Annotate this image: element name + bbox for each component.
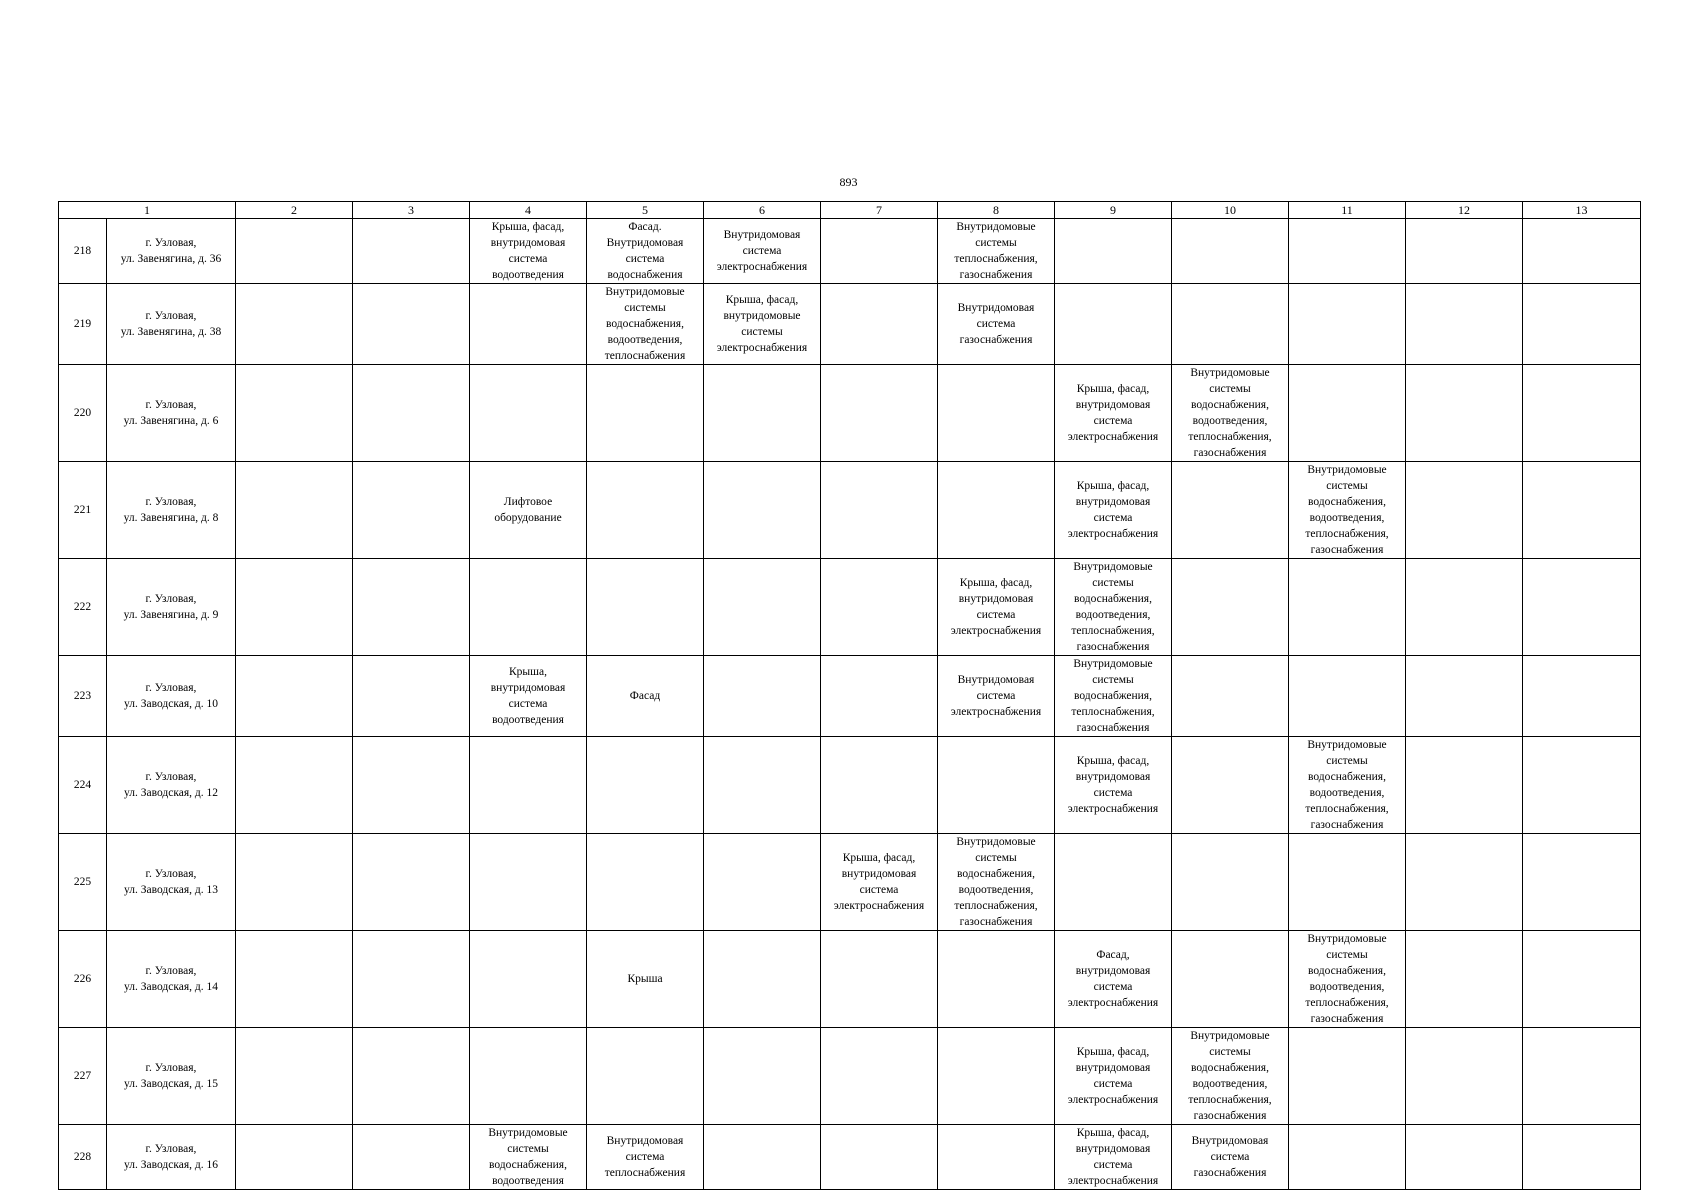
work-cell-col-8 — [938, 656, 1055, 737]
work-cell-col-11 — [1289, 365, 1406, 462]
work-cell-col-9 — [1055, 931, 1172, 1028]
row-number-cell: 226 — [59, 931, 107, 1028]
work-text: Внутридомовые системы водоснабжения, водоотведения, теплоснабжения, газоснабжения — [1305, 464, 1389, 556]
work-cell-col-4 — [470, 1125, 587, 1190]
row-number-cell: 224 — [59, 737, 107, 834]
work-cell-col-8 — [938, 931, 1055, 1028]
work-text: Крыша, фасад, внутридомовая система водоотведения — [490, 221, 566, 281]
work-cell-col-6 — [704, 559, 821, 656]
work-text: Внутридомовые системы водоснабжения, водоотведения — [488, 1127, 568, 1187]
work-cell-col-5 — [587, 219, 704, 284]
work-cell-col-5 — [587, 656, 704, 737]
work-cell-col-12 — [1406, 1125, 1523, 1190]
row-number-cell: 227 — [59, 1028, 107, 1125]
address-cell — [107, 737, 236, 834]
work-cell-col-8 — [938, 462, 1055, 559]
header-cell-col-11: 11 — [1289, 202, 1406, 219]
work-cell-col-13 — [1523, 559, 1641, 656]
work-text: Крыша, фасад, внутридомовая система электроснабжения — [1067, 383, 1159, 443]
work-text: Крыша, фасад, внутридомовая система электроснабжения — [1067, 480, 1159, 540]
work-text: Внутридомовые системы водоснабжения, водоотведения, теплоснабжения, газоснабжения — [1305, 739, 1389, 831]
address-cell — [107, 219, 236, 284]
work-cell-col-3 — [353, 1028, 470, 1125]
work-text: Внутридомовые системы водоснабжения, водоотведения, теплоснабжения, газоснабжения — [1305, 933, 1389, 1025]
table-row — [59, 365, 1641, 462]
work-text: Крыша, фасад, внутридомовые системы электроснабжения — [716, 294, 808, 354]
work-text: Крыша, фасад, внутридомовая система электроснабжения — [1067, 1127, 1159, 1187]
work-cell-col-8 — [938, 1125, 1055, 1190]
work-cell-col-7 — [821, 737, 938, 834]
work-cell-col-10 — [1172, 1125, 1289, 1190]
row-number-cell: 222 — [59, 559, 107, 656]
work-cell-col-12 — [1406, 834, 1523, 931]
work-cell-col-3 — [353, 1125, 470, 1190]
work-cell-col-8 — [938, 365, 1055, 462]
address-text: г. Узловая, ул. Завенягина, д. 9 — [123, 593, 219, 621]
work-text: Внутридомовая система газоснабжения — [957, 302, 1035, 346]
work-cell-col-7 — [821, 559, 938, 656]
work-cell-col-3 — [353, 365, 470, 462]
work-cell-col-5 — [587, 737, 704, 834]
work-cell-col-6 — [704, 737, 821, 834]
work-text: Фасад, внутридомовая система электроснабжения — [1067, 949, 1159, 1009]
work-cell-col-7 — [821, 1028, 938, 1125]
header-cell-col-3: 3 — [353, 202, 470, 219]
work-cell-col-4 — [470, 365, 587, 462]
work-cell-col-11 — [1289, 284, 1406, 365]
work-cell-col-2 — [236, 284, 353, 365]
work-cell-col-6 — [704, 284, 821, 365]
work-text: Крыша, фасад, внутридомовая система электроснабжения — [950, 577, 1042, 637]
address-text: г. Узловая, ул. Завенягина, д. 8 — [123, 496, 219, 524]
row-number-cell: 228 — [59, 1125, 107, 1190]
work-cell-col-6 — [704, 834, 821, 931]
work-cell-col-4 — [470, 656, 587, 737]
address-cell — [107, 462, 236, 559]
work-cell-col-6 — [704, 462, 821, 559]
work-cell-col-9 — [1055, 462, 1172, 559]
work-cell-col-8 — [938, 284, 1055, 365]
work-cell-col-10 — [1172, 365, 1289, 462]
work-text: Внутридомовые системы водоснабжения, водоотведения, теплоснабжения, газоснабжения — [954, 836, 1038, 928]
work-cell-col-13 — [1523, 931, 1641, 1028]
work-cell-col-3 — [353, 559, 470, 656]
header-cell-col-4: 4 — [470, 202, 587, 219]
work-cell-col-8 — [938, 1028, 1055, 1125]
work-cell-col-3 — [353, 737, 470, 834]
address-text: г. Узловая, ул. Заводская, д. 13 — [124, 868, 218, 896]
work-cell-col-4 — [470, 462, 587, 559]
header-row — [59, 202, 1641, 219]
work-cell-col-7 — [821, 834, 938, 931]
work-cell-col-4 — [470, 834, 587, 931]
work-cell-col-3 — [353, 656, 470, 737]
work-cell-col-7 — [821, 284, 938, 365]
work-cell-col-4 — [470, 931, 587, 1028]
row-number-cell: 220 — [59, 365, 107, 462]
work-cell-col-13 — [1523, 656, 1641, 737]
address-cell — [107, 365, 236, 462]
work-cell-col-9 — [1055, 559, 1172, 656]
work-text: Фасад. Внутридомовая система водоснабжения — [606, 221, 684, 281]
work-text: Крыша — [627, 973, 663, 985]
work-cell-col-11 — [1289, 1125, 1406, 1190]
address-cell — [107, 284, 236, 365]
work-text: Внутридомовые системы водоснабжения, водоотведения, теплоснабжения — [604, 286, 686, 362]
address-cell — [107, 1125, 236, 1190]
work-cell-col-12 — [1406, 462, 1523, 559]
header-cell-col-2: 2 — [236, 202, 353, 219]
repair-schedule-table — [58, 201, 1641, 1190]
work-cell-col-11 — [1289, 1028, 1406, 1125]
work-cell-col-9 — [1055, 834, 1172, 931]
work-cell-col-4 — [470, 559, 587, 656]
work-cell-col-6 — [704, 931, 821, 1028]
work-cell-col-10 — [1172, 559, 1289, 656]
work-cell-col-12 — [1406, 559, 1523, 656]
work-cell-col-3 — [353, 462, 470, 559]
header-cell-col-8: 8 — [938, 202, 1055, 219]
address-text: г. Узловая, ул. Заводская, д. 10 — [124, 682, 218, 710]
work-cell-col-5 — [587, 834, 704, 931]
work-cell-col-7 — [821, 365, 938, 462]
work-cell-col-2 — [236, 1125, 353, 1190]
work-cell-col-13 — [1523, 365, 1641, 462]
work-cell-col-9 — [1055, 737, 1172, 834]
work-cell-col-9 — [1055, 365, 1172, 462]
work-cell-col-5 — [587, 559, 704, 656]
work-text: Внутридомовые системы теплоснабжения, газоснабжения — [954, 221, 1038, 281]
work-cell-col-5 — [587, 365, 704, 462]
work-cell-col-10 — [1172, 834, 1289, 931]
work-cell-col-7 — [821, 1125, 938, 1190]
work-cell-col-10 — [1172, 931, 1289, 1028]
work-cell-col-8 — [938, 219, 1055, 284]
table-row — [59, 1125, 1641, 1190]
work-cell-col-2 — [236, 737, 353, 834]
work-cell-col-2 — [236, 462, 353, 559]
work-cell-col-13 — [1523, 737, 1641, 834]
work-cell-col-11 — [1289, 656, 1406, 737]
work-cell-col-2 — [236, 834, 353, 931]
address-text: г. Узловая, ул. Заводская, д. 16 — [124, 1143, 218, 1171]
work-cell-col-9 — [1055, 656, 1172, 737]
work-cell-col-9 — [1055, 1125, 1172, 1190]
work-cell-col-7 — [821, 462, 938, 559]
work-cell-col-12 — [1406, 1028, 1523, 1125]
work-cell-col-11 — [1289, 559, 1406, 656]
work-cell-col-11 — [1289, 931, 1406, 1028]
work-cell-col-2 — [236, 559, 353, 656]
work-cell-col-4 — [470, 284, 587, 365]
work-cell-col-13 — [1523, 462, 1641, 559]
work-cell-col-10 — [1172, 284, 1289, 365]
work-cell-col-4 — [470, 219, 587, 284]
work-cell-col-6 — [704, 219, 821, 284]
work-cell-col-8 — [938, 737, 1055, 834]
work-text: Лифтовое оборудование — [494, 496, 562, 524]
work-text: Внутридомовая система электроснабжения — [716, 229, 808, 273]
address-cell — [107, 559, 236, 656]
work-cell-col-2 — [236, 656, 353, 737]
work-cell-col-13 — [1523, 834, 1641, 931]
page-number: 893 — [839, 175, 858, 189]
work-cell-col-5 — [587, 931, 704, 1028]
work-cell-col-9 — [1055, 284, 1172, 365]
work-cell-col-10 — [1172, 656, 1289, 737]
header-cell-col-13: 13 — [1523, 202, 1641, 219]
address-cell — [107, 656, 236, 737]
row-number-cell: 218 — [59, 219, 107, 284]
work-cell-col-2 — [236, 1028, 353, 1125]
work-text: Крыша, фасад, внутридомовая система электроснабжения — [1067, 1046, 1159, 1106]
table-row — [59, 737, 1641, 834]
work-cell-col-13 — [1523, 284, 1641, 365]
work-text: Крыша, фасад, внутридомовая система электроснабжения — [1067, 755, 1159, 815]
work-cell-col-4 — [470, 1028, 587, 1125]
work-cell-col-12 — [1406, 365, 1523, 462]
work-text: Внутридомовая система теплоснабжения — [604, 1135, 686, 1179]
row-number-cell: 225 — [59, 834, 107, 931]
work-cell-col-9 — [1055, 219, 1172, 284]
work-text: Внутридомовая система газоснабжения — [1191, 1135, 1269, 1179]
work-cell-col-6 — [704, 1125, 821, 1190]
work-cell-col-12 — [1406, 656, 1523, 737]
address-text: г. Узловая, ул. Завенягина, д. 38 — [120, 310, 222, 338]
work-cell-col-12 — [1406, 931, 1523, 1028]
table-row — [59, 931, 1641, 1028]
work-cell-col-12 — [1406, 737, 1523, 834]
header-cell-col-5: 5 — [587, 202, 704, 219]
row-number-cell: 223 — [59, 656, 107, 737]
work-cell-col-11 — [1289, 737, 1406, 834]
work-cell-col-10 — [1172, 1028, 1289, 1125]
work-cell-col-12 — [1406, 219, 1523, 284]
work-text: Внутридомовые системы водоснабжения, водоотведения, теплоснабжения, газоснабжения — [1071, 561, 1155, 653]
header-cell-col-6: 6 — [704, 202, 821, 219]
work-cell-col-10 — [1172, 219, 1289, 284]
work-cell-col-5 — [587, 1125, 704, 1190]
work-cell-col-9 — [1055, 1028, 1172, 1125]
work-cell-col-2 — [236, 219, 353, 284]
table-row — [59, 462, 1641, 559]
work-text: Крыша, внутридомовая система водоотведения — [490, 666, 566, 726]
work-cell-col-4 — [470, 737, 587, 834]
work-cell-col-3 — [353, 284, 470, 365]
table-row — [59, 656, 1641, 737]
table-row — [59, 284, 1641, 365]
work-cell-col-5 — [587, 1028, 704, 1125]
address-text: г. Узловая, ул. Заводская, д. 12 — [124, 771, 218, 799]
work-cell-col-6 — [704, 1028, 821, 1125]
work-text: Внутридомовые системы водоснабжения, водоотведения, теплоснабжения, газоснабжения — [1188, 1030, 1272, 1122]
row-number-cell: 221 — [59, 462, 107, 559]
work-cell-col-6 — [704, 365, 821, 462]
header-cell-col-1: 1 — [59, 202, 236, 219]
address-cell — [107, 834, 236, 931]
header-cell-col-7: 7 — [821, 202, 938, 219]
work-cell-col-13 — [1523, 1125, 1641, 1190]
work-cell-col-13 — [1523, 219, 1641, 284]
work-cell-col-11 — [1289, 834, 1406, 931]
table-row — [59, 219, 1641, 284]
work-cell-col-13 — [1523, 1028, 1641, 1125]
work-cell-col-6 — [704, 656, 821, 737]
work-cell-col-3 — [353, 834, 470, 931]
work-cell-col-10 — [1172, 462, 1289, 559]
header-cell-col-9: 9 — [1055, 202, 1172, 219]
address-cell — [107, 931, 236, 1028]
work-cell-col-10 — [1172, 737, 1289, 834]
work-cell-col-12 — [1406, 284, 1523, 365]
work-cell-col-3 — [353, 219, 470, 284]
work-cell-col-8 — [938, 834, 1055, 931]
work-cell-col-5 — [587, 284, 704, 365]
table-row — [59, 834, 1641, 931]
table-row — [59, 559, 1641, 656]
table-body — [59, 219, 1641, 1190]
work-cell-col-11 — [1289, 462, 1406, 559]
work-cell-col-7 — [821, 656, 938, 737]
work-text: Крыша, фасад, внутридомовая система электроснабжения — [833, 852, 925, 912]
work-cell-col-7 — [821, 219, 938, 284]
address-text: г. Узловая, ул. Завенягина, д. 36 — [120, 237, 222, 265]
work-cell-col-7 — [821, 931, 938, 1028]
header-cell-col-12: 12 — [1406, 202, 1523, 219]
table-row — [59, 1028, 1641, 1125]
work-cell-col-5 — [587, 462, 704, 559]
work-text: Внутридомовые системы водоснабжения, водоотведения, теплоснабжения, газоснабжения — [1188, 367, 1272, 459]
row-number-cell: 219 — [59, 284, 107, 365]
address-text: г. Узловая, ул. Завенягина, д. 6 — [123, 399, 219, 427]
address-text: г. Узловая, ул. Заводская, д. 14 — [124, 965, 218, 993]
address-cell — [107, 1028, 236, 1125]
work-cell-col-2 — [236, 365, 353, 462]
work-text: Внутридомовая система электроснабжения — [950, 674, 1042, 718]
header-cell-col-10: 10 — [1172, 202, 1289, 219]
work-cell-col-3 — [353, 931, 470, 1028]
work-text: Внутридомовые системы водоснабжения, теплоснабжения, газоснабжения — [1071, 658, 1155, 734]
address-text: г. Узловая, ул. Заводская, д. 15 — [124, 1062, 218, 1090]
work-text: Фасад — [629, 690, 661, 702]
work-cell-col-2 — [236, 931, 353, 1028]
work-cell-col-11 — [1289, 219, 1406, 284]
work-cell-col-8 — [938, 559, 1055, 656]
